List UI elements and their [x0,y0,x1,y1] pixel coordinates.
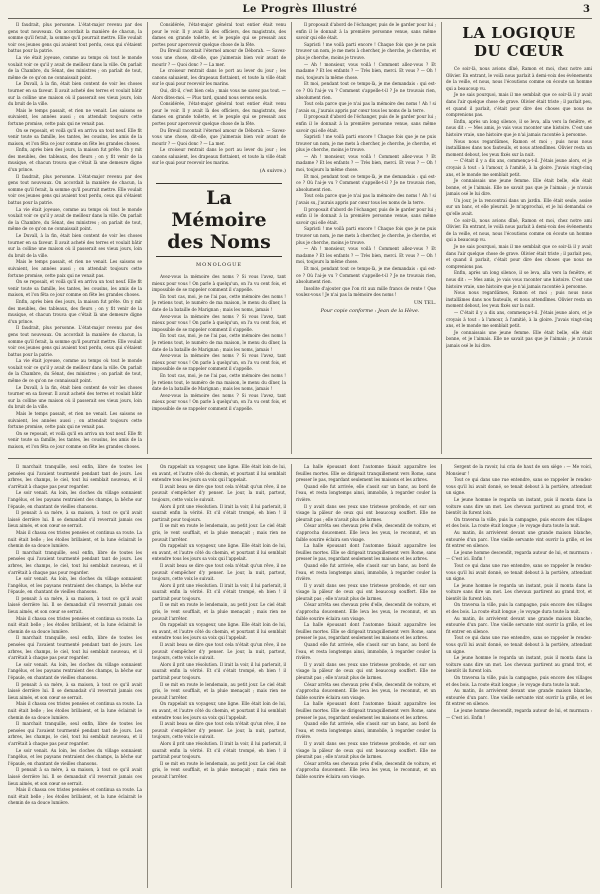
column-rule [291,464,292,888]
paragraph: Il y avait dans ses yeux une tristesse profonde, et sur son visage la pâleur de ceux qui ont beaucoup souffert. Elle ne pleurait pas ; elle n'avait plus de larmes. [296,582,436,601]
paragraph: Mais le temps passait, et rien ne venait. Les saisons se suivaient, les années aussi ; on attendait toujours cette fortune promise, cette paix qui ne venait pas. [8,259,142,278]
paragraph: Quand elle fut arrivée, elle s'assit sur un banc, au bord de l'eau, et resta longtemps ainsi, immobile, à regarder couler la rivière. [296,562,436,582]
paragraph: Avez-vous la mémoire des noms ? Si vous l'avez, tant mieux pour vous ! On parle à quelqu'un, on l'a vu cent fois, et impossible de se rappeler comment il s'appelle. [152,392,286,411]
paragraph: Le croiseur rentrait dans le port au lever du jour ; les canons saluaient, les drapeaux flottaient, et toute la ville était sur le quai pour recevoir les marins. [152,68,286,87]
paragraph: La vie était joyeuse, comme au temps où tout le monde voulait voir ce qu'il y avait de meilleur dans la ville. On parlait de la Chambre, du Sénat, des ministres ; on parlait de tout, même de ce qu'on ne connaissait point. [8,358,142,384]
paragraph: On rappelait un voyageur, une ligne. Elle était loin de lui, en avant, et l'autre côté du chemin, et pourtant il lui semblait entendre tous les jours sa voix qui l'appelait. [152,701,286,720]
paragraph: Quand elle fut arrivée, elle s'assit sur un banc, au bord de l'eau, et resta longtemps ainsi, immobile, à regarder couler la rivière. [296,721,436,740]
bottom-column-3 [296,464,436,888]
paragraph: Alors il prit une résolution. Il irait la voir, il lui parlerait, il saurait enfin la vérité. Et s'il s'était trompé, eh bien ! il partirait pour toujours. [152,661,286,680]
paragraph: César arrêta ses chevaux près d'elle, descendit de voiture, et s'approcha doucement. Elle leva les yeux, le reconnut, et un faible sourire éclaira son visage. [296,760,436,779]
paragraph: Enfin, après bien des jours, la maison fut prête. On y mit des meubles, des tableaux, des fleurs ; on y fit venir de la musique, et chacun trouva que c'était là une demeure digne d'un prince. [8,298,142,324]
paragraph: En tout cas, moi, je ne l'ai pas, cette mémoire des noms ! Je retiens tout, le numéro de ma maison, le menu du dîner, la date de la bataille de Marignan ; mais les noms, jamais ! [152,333,286,352]
paragraph: Au matin, ils arrivèrent devant une grande maison blanche, entourée d'un parc. Une vieille servante vint ouvrir la grille, et les fit entrer en silence. [446,529,592,549]
paragraph: Avez-vous la mémoire des noms ? Si vous l'avez, tant mieux pour vous ! On parle à quelqu'un, on l'a vu cent fois, et impossible de se rappeler comment il s'appelle. [152,353,286,372]
running-head-title: Le Progrès Illustré [242,4,358,15]
article-subtitle: MONOLOGUE [196,262,242,269]
paragraph: La vie était joyeuse, comme au temps où tout le monde voulait voir ce qu'il y avait de meilleur dans la ville. On parlait de la Chambre, du Sénat, des ministres ; on parlait de tout, même de ce qu'on ne connaissait point. [8,54,142,80]
paragraph: Le jeune homme le regarda un instant, puis il monta dans la voiture sans dire un mot. Les chevaux partirent au grand trot, et bientôt ils furent loin. [446,582,592,601]
paragraph: Il faudrait, plus personne. L'état-major revenu par des gens tout nouveaux. On accordait la manière de chacun, la somme qu'il ferait, la somme qu'il pourrait mettre. Elle voulait voir ces jeunes gens qui avaient tout perdu, ceux qui s'étaient battus pour la patrie. [8,22,142,54]
column-rule [441,22,442,454]
paragraph: Je ne sais pourquoi, mais il me semblait que ce soir-là il y avait dans l'air quelque chose de grave. Olivier était triste ; il parlait peu, et quand il parlait, c'était pour dire des choses que nous ne comprenions pas. [446,244,592,269]
paragraph: Mais il chassa ces tristes pensées et continua sa route. La nuit était belle ; les étoiles brillaient, et la lune éclairait le chemin de sa douce lumière. [8,615,142,634]
paragraph: Le Duvall, à la fin, était bien content de voir les choses tourner en sa faveur. Il avait acheté des terres et voulait bâtir sur la colline une maison où il passerait ses vieux jours, loin du bruit de la ville. [8,233,142,258]
paragraph: Il y avait dans ses yeux une tristesse profonde, et sur son visage la pâleur de ceux qui ont beaucoup souffert. Elle ne pleurait pas ; elle n'avait plus de larmes. [296,503,436,522]
paragraph: Le soir venait. Au loin, les cloches du village sonnaient l'angélus, et les paysans rentraient des champs, la bêche sur l'épaule, en chantant de vieilles chansons. [8,490,142,509]
column-rule [147,464,148,888]
top-column-3 [296,22,436,454]
paragraph: Considérée, l'état-major général tout entier était venu pour le voir. Il y avait là des officiers, des magistrats, des dames en grande toilette, et le peuple qui se pressait aux portes pour apercevoir quelque chose de la fête. [152,101,286,126]
paragraph: Il avait beau se dire que tout cela n'était qu'un rêve, il ne pouvait s'empêcher d'y penser. Le jour, la nuit, partout, toujours, cette voix le suivait. [152,483,286,502]
paragraph: On se reposait, et voilà qu'il en arriva un tout neuf. Elle fit venir toute sa famille, les tantes, les cousins, les amis de la maison, et l'on fêta ce jour comme on fête les grandes choses. [8,127,142,146]
paragraph: Mais le temps passait, et rien ne venait. Les saisons se suivaient, les années aussi ; on attendait toujours cette fortune promise, cette paix qui ne venait pas. [8,107,142,126]
paragraph: Sapristi ! me voilà parti encore ! Chaque fois que je ne puis trouver un nom, je me mets à chercher, je cherche, je cherche, et plus je cherche, moins je trouve. [296,41,436,60]
paragraph: Je ne sais pourquoi, mais il me semblait que ce soir-là il y avait dans l'air quelque chose de grave. Olivier était triste ; il parlait peu, et quand il parlait, c'était pour dire des choses que nous ne comprenions pas. [446,92,592,118]
top-column-4 [446,22,592,454]
article-title-memoire: La Mémoire des Noms [156,183,282,257]
paragraph: Il proposait d'abord de l'échanger, puis de le garder pour lui ; enfin il le donnait à la première personne venue, sans même savoir qui elle était. [296,22,436,41]
paragraph: Nous nous regardâmes, Ramon et moi ; puis nous nous installâmes dans nos fauteuils, et nous attendîmes. Olivier resta un moment debout, les yeux fixés sur la nuit. [446,138,592,157]
paragraph: Le Duvall, à la fin, était bien content de voir les choses tourner en sa faveur. Il avait acheté des terres et voulait bâtir sur la colline une maison où il passerait ses vieux jours, loin du bruit de la ville. [8,384,142,410]
paragraph: On se reposait, et voilà qu'il en arriva un tout neuf. Elle fit venir toute sa famille, les tantes, les cousins, les amis de la maison, et l'on fêta ce jour comme on fête les grandes choses. [8,279,142,298]
paragraph: Et moi, pendant tout ce temps-là, je me demandais : qui est-ce ? Où l'ai-je vu ? Comment s'appelle-t-il ? Je ne trouvais rien, absolument rien. [296,265,436,285]
paragraph: Il marchait tranquille, seul enfin, libre de toutes les pensées qui l'avaient tourmenté pendant tant de jours. Les arbres, les champs, le ciel, tout lui semblait nouveau, et il s'arrêtait à chaque pas pour regarder. [8,549,142,575]
running-head [8,4,592,19]
paragraph: — C'était il y a dix ans, commença-t-il. J'étais jeune alors, et je croyais à tout : à l'amour, à l'amitié, à la gloire. J'avais vingt-cinq ans, et le monde me semblait petit. [446,158,592,177]
paragraph: Il pensait à sa mère, à sa maison, à tout ce qu'il avait laissé derrière lui. Il se demandait s'il reverrait jamais ces lieux aimés, et son cœur se serrait. [8,767,142,786]
paragraph: Le jeune homme descendit, regarda autour de lui, et murmura : — C'est ici. Enfin ! [446,707,592,720]
paragraph: On traversa la ville, puis la campagne, puis encore des villages et des bois. La route était longue ; le voyage dura toute la nuit. [446,675,592,687]
paragraph: Le jeune homme le regarda un instant, puis il monta dans la voiture sans dire un mot. Les chevaux partirent au grand trot, et bientôt ils furent loin. [446,655,592,674]
paragraph: Mais il chassa ces tristes pensées et continua sa route. La nuit était belle ; les étoiles brillaient, et la lune éclairait le chemin de sa douce lumière. [8,701,142,720]
paragraph: — Ah ! monsieur, vous voilà ! Comment allez-vous ? Et madame ? Et les enfants ? — Très bien, merci. Et vous ? — Oh ! moi, toujours la même chose. [296,61,436,80]
paragraph: César arrêta ses chevaux près d'elle, descendit de voiture, et s'approcha doucement. Elle leva les yeux, le reconnut, et un faible sourire éclaira son visage. [296,602,436,621]
paragraph: Il marchait tranquille, seul enfin, libre de toutes les pensées qui l'avaient tourmenté pendant tant de jours. Les arbres, les champs, le ciel, tout lui semblait nouveau, et il s'arrêtait à chaque pas pour regarder. [8,635,142,661]
paragraph: Il y avait dans ses yeux une tristesse profonde, et sur son visage la pâleur de ceux qui ont beaucoup souffert. Elle ne pleurait pas ; elle n'avait plus de larmes. [296,740,436,760]
top-column-1 [8,22,142,454]
paragraph: Il pensait à sa mère, à sa maison, à tout ce qu'il avait laissé derrière lui. Il se demandait s'il reverrait jamais ces lieux aimés, et son cœur se serrait. [8,510,142,529]
paragraph: Au matin, ils arrivèrent devant une grande maison blanche, entourée d'un parc. Une vieille servante vint ouvrir la grille, et les fit entrer en silence. [446,615,592,634]
top-column-2 [152,22,286,454]
paragraph: Il avait beau se dire que tout cela n'était qu'un rêve, il ne pouvait s'empêcher d'y penser. Le jour, la nuit, partout, toujours, cette voix le suivait. [152,562,286,582]
column-rule [147,22,148,454]
paragraph: Je connaissais une jeune femme. Elle était belle, elle était bonne, et je l'aimais. Elle ne savait pas que je l'aimais ; je n'avais jamais osé le lui dire. [446,178,592,197]
paragraph: Quand elle fut arrivée, elle s'assit sur un banc, au bord de l'eau, et resta longtemps ainsi, immobile, à regarder couler la rivière. [296,642,436,661]
paragraph: Au matin, ils arrivèrent devant une grande maison blanche, entourée d'un parc. Une vieille servante vint ouvrir la grille, et les fit entrer en silence. [446,688,592,707]
paragraph: On rappelait un voyageur, une ligne. Elle était loin de lui, en avant, et l'autre côté du chemin, et pourtant il lui semblait entendre tous les jours sa voix qui l'appelait. [152,622,286,641]
paragraph: Du Breuil racontait l'éternel amour de Déborah. — Savez-vous une chose, dit-elle, que j'aimerais bien voir avant de mourir ? — Quoi donc ? — La mer. [152,48,286,67]
paragraph: Il faudrait, plus personne. L'état-major revenu par des gens tout nouveaux. On accordait la manière de chacun, la somme qu'il ferait, la somme qu'il pourrait mettre. Elle voulait voir ces jeunes gens qui avaient tout perdu, ceux qui s'étaient battus pour la patrie. [8,173,142,206]
paragraph: Le croiseur rentrait dans le port au lever du jour ; les canons saluaient, les drapeaux flottaient, et toute la ville était sur le quai pour recevoir les marins. [152,147,286,166]
paragraph: La halle épousant dont l'automne faisait apparaître les feuilles mortes. Elle se dirigeait tranquillement vers Rome, sans presser le pas, regardant seulement les maisons et les arbres. [296,543,436,562]
paragraph: Il se mit en route le lendemain, au petit jour. Le ciel était gris, le vent soufflait, et la pluie menaçait ; mais rien ne pouvait l'arrêter. [152,523,286,542]
paragraph: Je connaissais une jeune femme. Elle était belle, elle était bonne, et je l'aimais. Elle ne savait pas que je l'aimais ; je n'avais jamais osé le lui dire. [446,329,592,348]
paragraph: Le jeune homme descendit, regarda autour de lui, et murmura : — C'est ici. Enfin ! [446,549,592,562]
paragraph: Avez-vous la mémoire des noms ? Si vous l'avez, tant mieux pour vous ! On parle à quelqu'un, on l'a vu cent fois, et impossible de se rappeler comment il s'appelle. [152,313,286,332]
paragraph: Il marchait tranquille, seul enfin, libre de toutes les pensées qui l'avaient tourmenté pendant tant de jours. Les arbres, les champs, le ciel, tout lui semblait nouveau, et il s'arrêtait à chaque pas pour regarder. [8,464,142,489]
paragraph: — Ah ! monsieur, vous voilà ! Comment allez-vous ? Et madame ? Et les enfants ? — Très bien, merci. Et vous ? — Oh ! moi, toujours la même chose. [296,246,436,265]
paragraph: Un jour, je la rencontrai dans un jardin. Elle était seule, assise sur un banc, et elle pleurait. Je m'approchai, et je lui demandai ce qu'elle avait. [446,197,592,217]
page-number: 3 [583,4,590,15]
article-title-logique: LA LOGIQUE DU CŒUR [462,24,576,60]
paragraph: Tout ce qui dans une rue entendre, sans se rappeler le rendez-vous qu'il lui avait donné, se tenait debout à la portière, attendant un signe. [446,562,592,582]
paragraph: Nous nous regardâmes, Ramon et moi ; puis nous nous installâmes dans nos fauteuils, et nous attendîmes. Olivier resta un moment debout, les yeux fixés sur la nuit. [446,290,592,309]
paragraph: Il marchait tranquille, seul enfin, libre de toutes les pensées qui l'avaient tourmenté pendant tant de jours. Les arbres, les champs, le ciel, tout lui semblait nouveau, et il s'arrêtait à chaque pas pour regarder. [8,721,142,746]
paragraph: Tout cela parce que je n'ai pas la mémoire des noms ! Ah ! si j'avais su, j'aurais appris par cœur tous les noms de la terre. [296,193,436,206]
paragraph: Insolite d'ajouter que l'on rit aux mille francs de rente ! Que voulez-vous ! Je n'ai pas la mémoire des noms ! [296,285,436,298]
paragraph: Tout ce qui dans une rue entendre, sans se rappeler le rendez-vous qu'il lui avait donné, se tenait debout à la portière, attendant un signe. [446,635,592,654]
paragraph: La halle épousant dont l'automne faisait apparaître les feuilles mortes. Elle se dirigeait tranquillement vers Rome, sans presser le pas, regardant seulement les maisons et les arbres. [296,701,436,720]
paragraph: Et moi, pendant tout ce temps-là, je me demandais : qui est-ce ? Où l'ai-je vu ? Comment s'appelle-t-il ? Je ne trouvais rien, absolument rien. [296,173,436,192]
column-rule [291,22,292,454]
top-columns [8,22,592,454]
paragraph: Mais le temps passait, et rien ne venait. Les saisons se suivaient, les années aussi ; on attendait toujours cette fortune promise, cette paix qui ne venait pas. [8,411,142,430]
paragraph: Il avait beau se dire que tout cela n'était qu'un rêve, il ne pouvait s'empêcher d'y penser. Le jour, la nuit, partout, toujours, cette voix le suivait. [152,721,286,740]
paragraph: Mais il chassa ces tristes pensées et continua sa route. La nuit était belle ; les étoiles brillaient, et la lune éclairait le chemin de sa douce lumière. [8,787,142,806]
paragraph: — C'était il y a dix ans, commença-t-il. J'étais jeune alors, et je croyais à tout : à l'amour, à l'amitié, à la gloire. J'avais vingt-cinq ans, et le monde me semblait petit. [446,309,592,329]
paragraph: Le jeune homme le regarda un instant, puis il monta dans la voiture sans dire un mot. Les chevaux partirent au grand trot, et bientôt ils furent loin. [446,496,592,516]
paragraph: César arrêta ses chevaux près d'elle, descendit de voiture, et s'approcha doucement. Elle leva les yeux, le reconnut, et un faible sourire éclaira son visage. [296,681,436,700]
section-divider [8,458,592,459]
paragraph: Il proposait d'abord de l'échanger, puis de le garder pour lui ; enfin il le donnait à la première personne venue, sans même savoir qui elle était. [296,206,436,225]
paragraph: Alors il prit une résolution. Il irait la voir, il lui parlerait, il saurait enfin la vérité. Et s'il s'était trompé, eh bien ! il partirait pour toujours. [152,740,286,760]
paragraph: On rappelait un voyageur, une ligne. Elle était loin de lui, en avant, et l'autre côté du chemin, et pourtant il lui semblait entendre tous les jours sa voix qui l'appelait. [152,543,286,562]
paragraph: Le Duvall, à la fin, était bien content de voir les choses tourner en sa faveur. Il avait acheté des terres et voulait bâtir sur la colline une maison où il passerait ses vieux jours, loin du bruit de la ville. [8,81,142,107]
paragraph: On se reposait, et voilà qu'il en arriva un tout neuf. Elle fit venir toute sa famille, les tantes, les cousins, les amis de la maison, et l'on fêta ce jour comme on fête les grandes choses. [8,430,142,449]
paragraph: On traversa la ville, puis la campagne, puis encore des villages et des bois. La route était longue ; le voyage dura toute la nuit. [446,516,592,529]
paragraph: Du Breuil racontait l'éternel amour de Déborah. — Savez-vous une chose, dit-elle, que j'aimerais bien voir avant de mourir ? — Quoi donc ? — La mer. [152,127,286,146]
paragraph: La halle épousant dont l'automne faisait apparaître les feuilles mortes. Elle se dirigeait tranquillement vers Rome, sans presser le pas, regardant seulement les maisons et les arbres. [296,464,436,483]
paragraph: Il se mit en route le lendemain, au petit jour. Le ciel était gris, le vent soufflait, et la pluie menaçait ; mais rien ne pouvait l'arrêter. [152,602,286,621]
paragraph: Alors il prit une résolution. Il irait la voir, il lui parlerait, il saurait enfin la vérité. Et s'il s'était trompé, eh bien ! il partirait pour toujours. [152,582,286,601]
paragraph: En tout cas, moi, je ne l'ai pas, cette mémoire des noms ! Je retiens tout, le numéro de ma maison, le menu du dîner, la date de la bataille de Marignan ; mais les noms, jamais ! [152,293,286,313]
bottom-column-1 [8,464,142,888]
paragraph: On traversa la ville, puis la campagne, puis encore des villages et des bois. La route était longue ; le voyage dura toute la nuit. [446,602,592,615]
paragraph: Il se mit en route le lendemain, au petit jour. Le ciel était gris, le vent soufflait, et la pluie menaçait ; mais rien ne pouvait l'arrêter. [152,681,286,700]
column-rule [441,464,442,888]
paragraph: Avez-vous la mémoire des noms ? Si vous l'avez, tant mieux pour vous ! On parle à quelqu'un, on l'a vu cent fois, et impossible de se rappeler comment il s'appelle. [152,274,286,293]
paragraph: Enfin, après bien des jours, la maison fut prête. On y mit des meubles, des tableaux, des fleurs ; on y fit venir de la musique, et chacun trouva que c'était là une demeure digne d'un prince. [8,147,142,173]
signature: UN TEL. [413,299,436,306]
paragraph: Mais il chassa ces tristes pensées et continua sa route. La nuit était belle ; les étoiles brillaient, et la lune éclairait le chemin de sa douce lumière. [8,529,142,549]
paragraph: Considérée, l'état-major général tout entier était venu pour le voir. Il y avait là des officiers, des magistrats, des dames en grande toilette, et le peuple qui se pressait aux portes pour apercevoir quelque chose de la fête. [152,22,286,47]
paragraph: Sapristi ! me voilà parti encore ! Chaque fois que je ne puis trouver un nom, je me mets à chercher, je cherche, je cherche, et plus je cherche, moins je trouve. [296,134,436,153]
paragraph: Sergent de la ravoir, lui cria de haut de son siège : — Me voici, Monsieur ! [446,464,592,476]
paragraph: — Ah ! monsieur, vous voilà ! Comment allez-vous ? Et madame ? Et les enfants ? — Très bien, merci. Et vous ? — Oh ! moi, toujours la même chose. [296,153,436,173]
paragraph: Et moi, pendant tout ce temps-là, je me demandais : qui est-ce ? Où l'ai-je vu ? Comment s'appelle-t-il ? Je ne trouvais rien, absolument rien. [296,81,436,100]
paragraph: Il pensait à sa mère, à sa maison, à tout ce qu'il avait laissé derrière lui. Il se demandait s'il reverrait jamais ces lieux aimés, et son cœur se serrait. [8,595,142,615]
paragraph: Le soir venait. Au loin, les cloches du village sonnaient l'angélus, et les paysans rentraient des champs, la bêche sur l'épaule, en chantant de vieilles chansons. [8,576,142,595]
paragraph: La vie était joyeuse, comme au temps où tout le monde voulait voir ce qu'il y avait de meilleur dans la ville. On parlait de la Chambre, du Sénat, des ministres ; on parlait de tout, même de ce qu'on ne connaissait point. [8,206,142,232]
paragraph: Sapristi ! me voilà parti encore ! Chaque fois que je ne puis trouver un nom, je me mets à chercher, je cherche, je cherche, et plus je cherche, moins je trouve. [296,226,436,245]
paragraph: César arrêta ses chevaux près d'elle, descendit de voiture, et s'approcha doucement. Elle leva les yeux, le reconnut, et un faible sourire éclaira son visage. [296,523,436,542]
paragraph: Ce soir-là, nous avions dîné, Ramon et moi, chez notre ami Olivier. En entrant, le voilà nous parlait à demi-voix des événements de la veille, et nous, nous l'écoutions comme on écoute un homme qui a beaucoup vu. [446,217,592,243]
paragraph: Enfin, après un long silence, il se leva, alla vers la fenêtre, et nous dit : — Mes amis, je vais vous raconter une histoire. C'est une histoire vraie, une histoire que je n'ai jamais racontée à personne. [446,270,592,289]
paragraph: En tout cas, moi, je ne l'ai pas, cette mémoire des noms ! Je retiens tout, le numéro de ma maison, le menu du dîner, la date de la bataille de Marignan ; mais les noms, jamais ! [152,372,286,392]
paragraph: Tout ce qui dans une rue entendre, sans se rappeler le rendez-vous qu'il lui avait donné, se tenait debout à la portière, attendant un signe. [446,477,592,496]
paragraph: Alors il prit une résolution. Il irait la voir, il lui parlerait, il saurait enfin la vérité. Et s'il s'était trompé, eh bien ! il partirait pour toujours. [152,503,286,522]
bottom-column-2 [152,464,286,888]
paragraph: On rappelait un voyageur, une ligne. Elle était loin de lui, en avant, et l'autre côté du chemin, et pourtant il lui semblait entendre tous les jours sa voix qui l'appelait. [152,464,286,483]
paragraph: Il proposait d'abord de l'échanger, puis de le garder pour lui ; enfin il le donnait à la première personne venue, sans même savoir qui elle était. [296,114,436,133]
paragraph: Il se mit en route le lendemain, au petit jour. Le ciel était gris, le vent soufflait, et la pluie menaçait ; mais rien ne pouvait l'arrêter. [152,760,286,779]
bottom-columns [8,464,592,888]
paragraph: Oui, dit-il, c'est bien cela ; mais vous ne savez pas tout. — Alors dites-moi. — Plus tard, quand nous serons seuls. [152,87,286,100]
paragraph: Tout cela parce que je n'ai pas la mémoire des noms ! Ah ! si j'avais su, j'aurais appris par cœur tous les noms de la terre. [296,101,436,113]
paragraph: Il y avait dans ses yeux une tristesse profonde, et sur son visage la pâleur de ceux qui ont beaucoup souffert. Elle ne pleurait pas ; elle n'avait plus de larmes. [296,661,436,680]
paragraph: Il avait beau se dire que tout cela n'était qu'un rêve, il ne pouvait s'empêcher d'y penser. Le jour, la nuit, partout, toujours, cette voix le suivait. [152,642,286,661]
to-be-continued: (A suivre.) [259,168,286,175]
paragraph: Quand elle fut arrivée, elle s'assit sur un banc, au bord de l'eau, et resta longtemps ainsi, immobile, à regarder couler la rivière. [296,483,436,502]
bottom-column-4 [446,464,592,888]
paragraph: Il pensait à sa mère, à sa maison, à tout ce qu'il avait laissé derrière lui. Il se demandait s'il reverrait jamais ces lieux aimés, et son cœur se serrait. [8,681,142,700]
byline: Pour copie conforme : Jean de la Hève. [320,307,420,314]
paragraph: Ce soir-là, nous avions dîné, Ramon et moi, chez notre ami Olivier. En entrant, le voilà nous parlait à demi-voix des événements de la veille, et nous, nous l'écoutions comme on écoute un homme qui a beaucoup vu. [446,66,592,91]
paragraph: Il faudrait, plus personne. L'état-major revenu par des gens tout nouveaux. On accordait la manière de chacun, la somme qu'il ferait, la somme qu'il pourrait mettre. Elle voulait voir ces jeunes gens qui avaient tout perdu, ceux qui s'étaient battus pour la patrie. [8,325,142,357]
paragraph: Le soir venait. Au loin, les cloches du village sonnaient l'angélus, et les paysans rentraient des champs, la bêche sur l'épaule, en chantant de vieilles chansons. [8,661,142,680]
paragraph: La halle épousant dont l'automne faisait apparaître les feuilles mortes. Elle se dirigeait tranquillement vers Rome, sans presser le pas, regardant seulement les maisons et les arbres. [296,622,436,641]
paragraph: Enfin, après un long silence, il se leva, alla vers la fenêtre, et nous dit : — Mes amis, je vais vous raconter une histoire. C'est une histoire vraie, une histoire que je n'ai jamais racontée à personne. [446,118,592,137]
paragraph: Le soir venait. Au loin, les cloches du village sonnaient l'angélus, et les paysans rentraient des champs, la bêche sur l'épaule, en chantant de vieilles chansons. [8,747,142,766]
